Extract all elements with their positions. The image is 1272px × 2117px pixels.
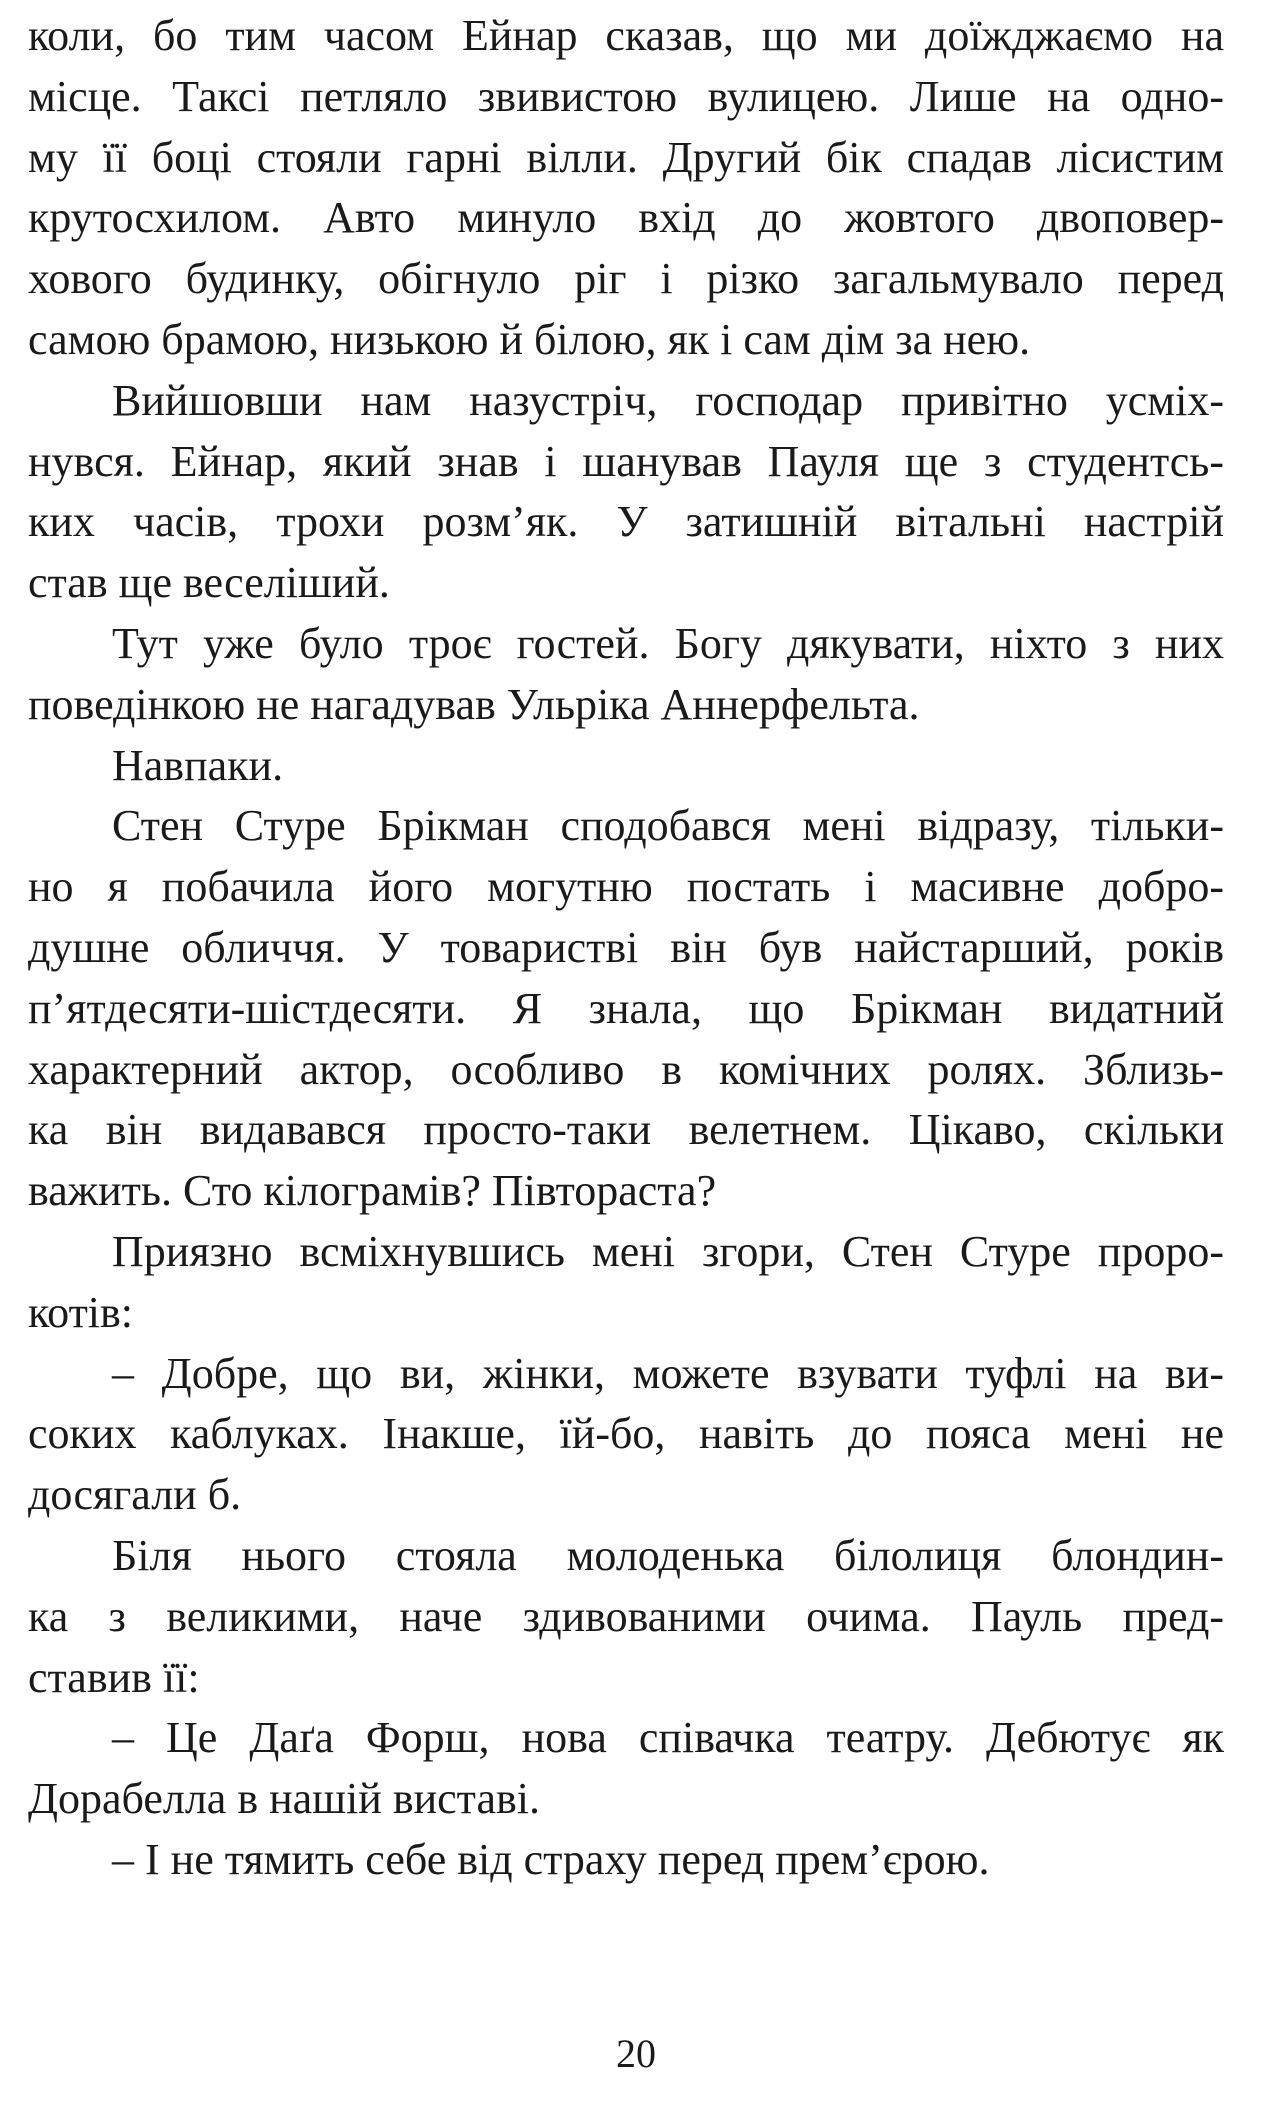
text-line: досягали б. [28,1470,242,1520]
text-line: поведінкою не нагадував Ульріка Аннерфельта. [28,679,920,729]
text-line: місце. Таксі петляло звивистою вулицею. Лише на одно- [28,71,1224,121]
text-line: п’ятдесяти-шістдесяти. Я знала, що Брікман видатний [28,983,1224,1033]
text-line: ка з великими, наче здивованими очима. Пауль пред- [28,1591,1224,1641]
text-line: – І не тямить себе від страху перед прем’єрою. [112,1834,990,1884]
text-line: важить. Сто кілограмів? Півтораста? [28,1166,717,1216]
text-line: самою брамою, низькою й білою, як і сам дім за нею. [28,314,1031,364]
text-line: но я побачила його могутню постать і масивне добро- [28,862,1224,912]
text-line: Тут уже було троє гостей. Богу дякувати, ніхто з них [112,618,1224,668]
text-line: ких часів, трохи розм’як. У затишній вітальні настрій [28,497,1224,547]
text-line: ставив її: [28,1652,200,1702]
text-line: хового будинку, обігнуло ріг і різко загальмувало перед [28,254,1224,304]
text-line: Приязно всміхнувшись мені згори, Стен Стуре проро- [112,1226,1224,1276]
text-line: – Добре, що ви, жінки, можете взувати туфлі на ви- [112,1348,1224,1398]
text-line: котів: [28,1287,134,1337]
text-line: – Це Даґа Форш, нова співачка театру. Дебютує як [112,1713,1224,1763]
text-line: Дорабелла в нашій виставі. [28,1774,540,1824]
text-line: Вийшовши нам назустріч, господар привітно усміх- [112,375,1224,425]
text-line: Стен Стуре Брікман сподобався мені відразу, тільки- [112,801,1224,851]
text-line: душне обличчя. У товаристві він був найстарший, років [28,922,1224,972]
text-line: став ще веселіший. [28,558,390,608]
text-line: му її боці стояли гарні вілли. Другий бік спадав лісистим [28,132,1224,182]
text-line: соких каблуках. Інакше, їй-бо, навіть до пояса мені не [28,1409,1224,1459]
text-line: нувся. Ейнар, який знав і шанував Пауля ще з студентсь- [28,436,1224,486]
text-line: ка він видавався просто-таки велетнем. Цікаво, скільки [28,1105,1224,1155]
text-line: коли, бо тим часом Ейнар сказав, що ми доїжджаємо на [28,11,1224,60]
text-line: Біля нього стояла молоденька білолиця блондин- [112,1530,1224,1580]
body-text [28,6,1224,1891]
text-line: Навпаки. [112,740,284,790]
text-line: характерний актор, особливо в комічних ролях. Зблизь- [28,1044,1224,1094]
text-line: крутосхилом. Авто минуло вхід до жовтого двоповер- [28,193,1224,243]
page-number: 20 [616,2031,656,2076]
